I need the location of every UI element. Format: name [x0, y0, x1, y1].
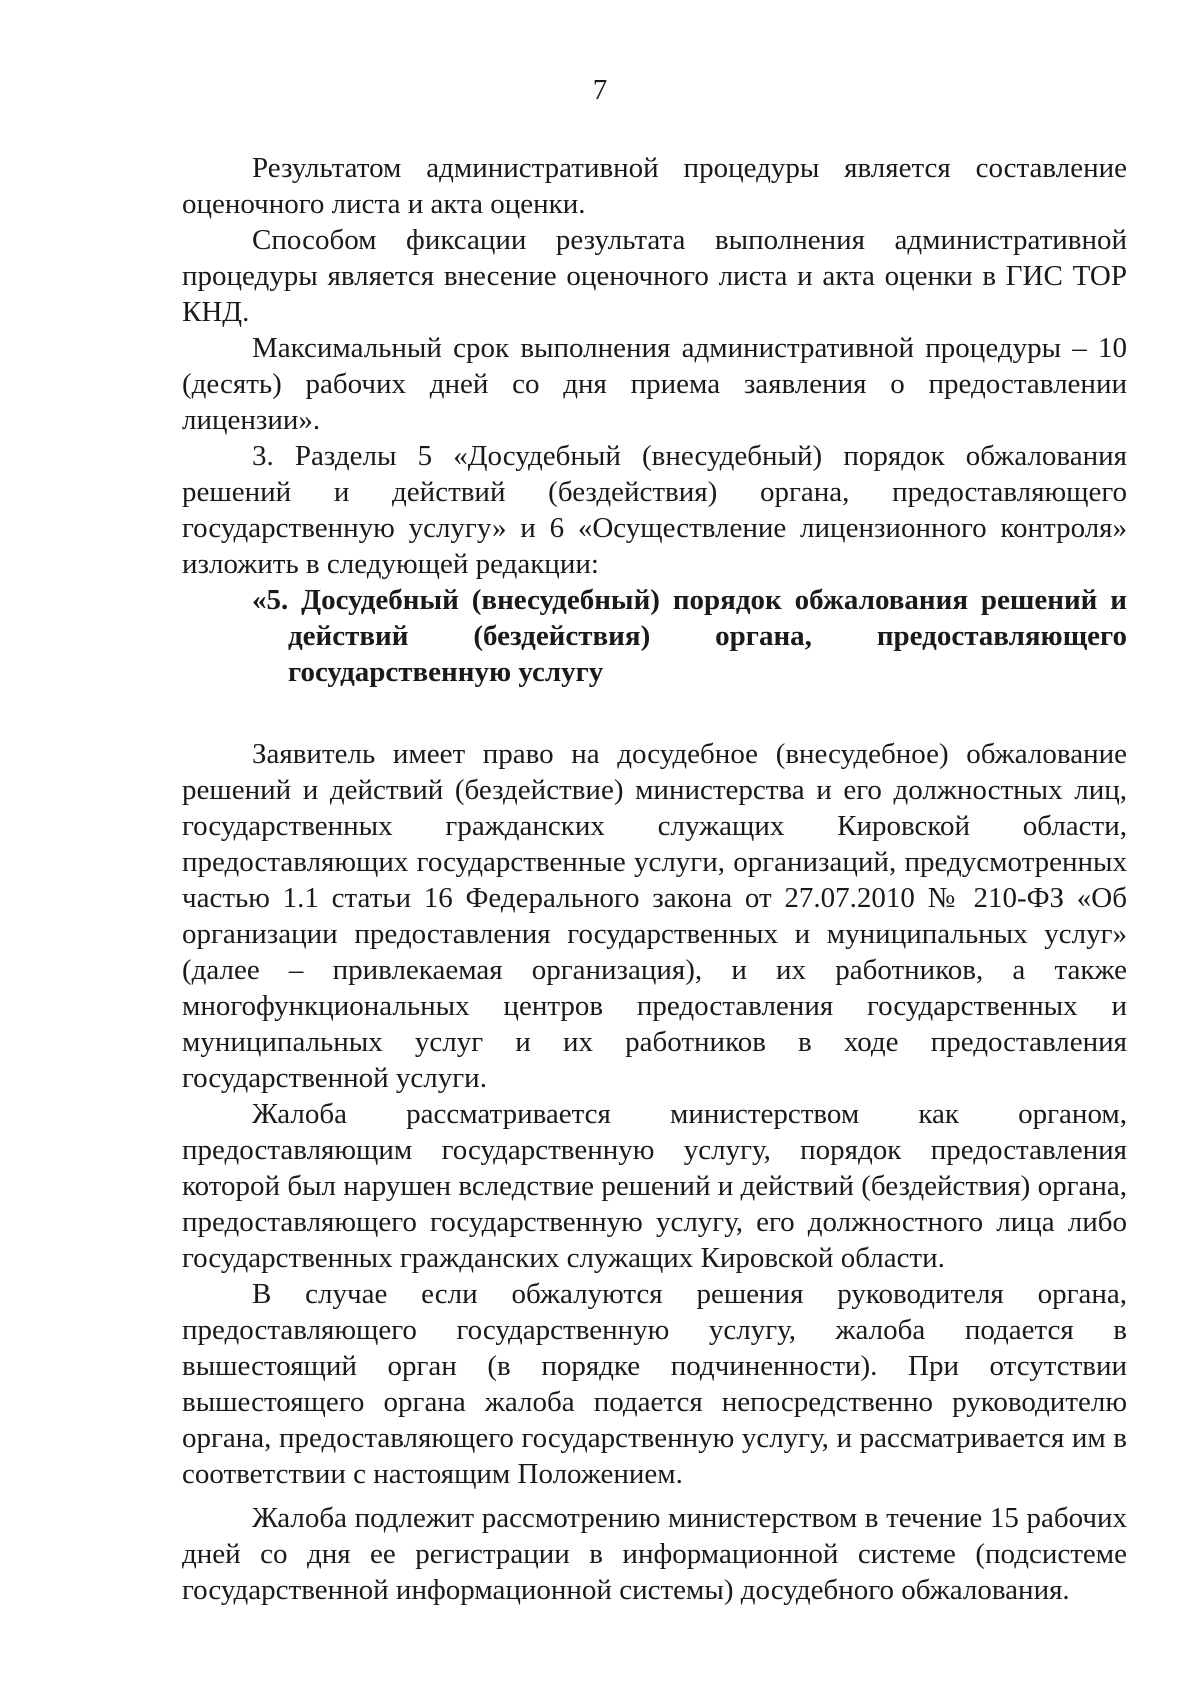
section-heading-text: «5. Досудебный (внесудебный) порядок обжалования решений и действий (бездействия) органа, предоставляющего государственную услугу	[252, 584, 1127, 688]
document-body	[182, 150, 1127, 1608]
paragraph-review-term: Жалоба подлежит рассмотрению министерством в течение 15 рабочих дней со дня ее регистрации в информационной системе (подсистеме государственной информационной системы) досудебного обжалования.	[182, 1502, 1127, 1606]
page-number: 7	[592, 74, 608, 106]
paragraph-applicant-right: Заявитель имеет право на досудебное (внесудебное) обжалование решений и действий (бездействие) министерства и его должностных лиц, государственных гражданских служащих Кировской области, предоставляющих государственные услуги, организаций, предусмотренных частью 1.1 статьи 16 Федерального закона от 27.07.2010 № 210-ФЗ «Об организации предоставления государственных и муниципальных услуг» (далее – привлекаемая организация), и их работников, а также многофункциональных центров предоставления государственных и муниципальных услуг и их работников в ходе предоставления государственной услуги.	[182, 738, 1127, 1094]
paragraph-result: Результатом административной процедуры является составление оценочного листа и акта оценки.	[182, 152, 1127, 220]
paragraph-amendment: 3. Разделы 5 «Досудебный (внесудебный) порядок обжалования решений и действий (бездействия) органа, предоставляющего государственную услугу» и 6 «Осуществление лицензионного контроля» изложить в следующей редакции:	[182, 440, 1127, 580]
paragraph-complaint-review: Жалоба рассматривается министерством как органом, предоставляющим государственную услугу, порядок предоставления которой был нарушен вследствие решений и действий (бездействия) органа, предоставляющего государственную услугу, его должностного лица либо государственных гражданских служащих Кировской области.	[182, 1098, 1127, 1274]
paragraph-superior-body: В случае если обжалуются решения руководителя органа, предоставляющего государственную услугу, жалоба подается в вышестоящий орган (в порядке подчиненности). При отсутствии вышестоящего органа жалоба подается непосредственно руководителю органа, предоставляющего государственную услугу, и рассматривается им в соответствии с настоящим Положением.	[182, 1278, 1127, 1490]
paragraph-max-term: Максимальный срок выполнения административной процедуры – 10 (десять) рабочих дней со дня приема заявления о предоставлении лицензии».	[182, 332, 1127, 436]
section-spacer	[182, 690, 1127, 736]
paragraph-gap	[182, 1492, 1127, 1500]
paragraph-fixation: Способом фиксации результата выполнения административной процедуры является внесение оценочного листа и акта оценки в ГИС ТОР КНД.	[182, 224, 1127, 328]
section-heading	[252, 582, 1127, 690]
